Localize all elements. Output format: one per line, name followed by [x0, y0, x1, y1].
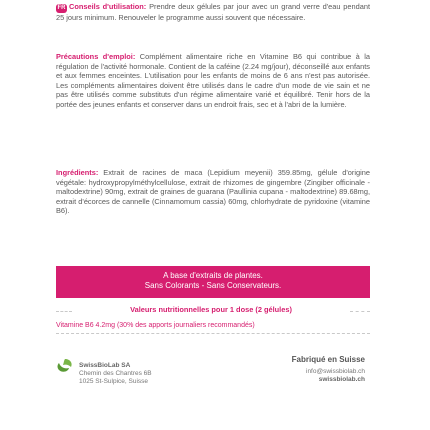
contact-website: swissbiolab.ch	[318, 376, 365, 383]
precautions-text: Complément alimentaire riche en Vitamine B6 qui contribue à la régulation de l'activité hormonale. Contient de la caféine (2.24 mg/jour), déconseillé aux enfants et aux femmes enceintes. L'utilisation pour les enfants de moins de 6 ans n'est pas autorisée. Les compléments alimentaires doivent être utilisés dans le cadre d'un mode de vie sain et ne pas être utilisés comme substituts d'un régime alimentaire varié et équilibré. Tenir hors de la portée des jeunes enfants et conserver dans un endroit frais, sec et à l'abri de la lumière.	[56, 52, 370, 109]
company-info	[79, 362, 152, 386]
contact-email: info@swissbiolab.ch	[306, 368, 365, 375]
precautions-section	[56, 52, 370, 109]
nutrition-title: Valeurs nutritionnelles pour 1 dose (2 gélules)	[130, 305, 292, 314]
divider-left	[56, 311, 72, 312]
precautions-title: Précautions d'emploi:	[56, 52, 136, 61]
language-badge: FR	[57, 5, 66, 11]
claims-banner	[56, 266, 370, 298]
company-address-1: Chemin des Chantres 6B	[79, 370, 152, 377]
company-logo-icon	[56, 358, 74, 374]
ingredients-text: Extrait de racines de maca (Lepidium meyenii) 359.85mg, gélule d'origine végétale: hydroxypropylméthylcellulose, extrait de rhizomes de gingembre (Zingiber officinale - maltodextrine) 90mg, extrait de graines de guarana (Paullinia cupana - maltodextrine) 89.68mg, extrait d'écorces de cannelle (Cinnamomum cassia) 60mg, chlorhydrate de pyridoxine (vitamine B6).	[56, 168, 370, 215]
made-in-label: Fabriqué en Suisse	[291, 355, 365, 364]
company-address-2: 1025 St-Sulpice, Suisse	[79, 378, 149, 385]
banner-line-1: A base d'extraits de plantes.	[163, 271, 263, 280]
usage-text: Prendre deux gélules par jour avec un grand verre d'eau pendant 25 jours minimum. Renouveler le programme aussi souvent que nécessaire.	[56, 2, 370, 22]
banner-line-2: Sans Colorants - Sans Conservateurs.	[144, 281, 282, 290]
usage-section	[56, 2, 370, 23]
company-name: SwissBioLab SA	[79, 362, 131, 369]
ingredients-section	[56, 168, 370, 216]
divider-right	[350, 311, 370, 312]
vitamin-row: Vitamine B6 4.2mg (30% des apports journaliers recommandés)	[56, 322, 255, 329]
contact-info	[306, 368, 365, 384]
ingredients-title: Ingrédients:	[56, 168, 99, 177]
divider-bottom	[56, 333, 370, 334]
usage-title: Conseils d'utilisation:	[69, 2, 147, 11]
